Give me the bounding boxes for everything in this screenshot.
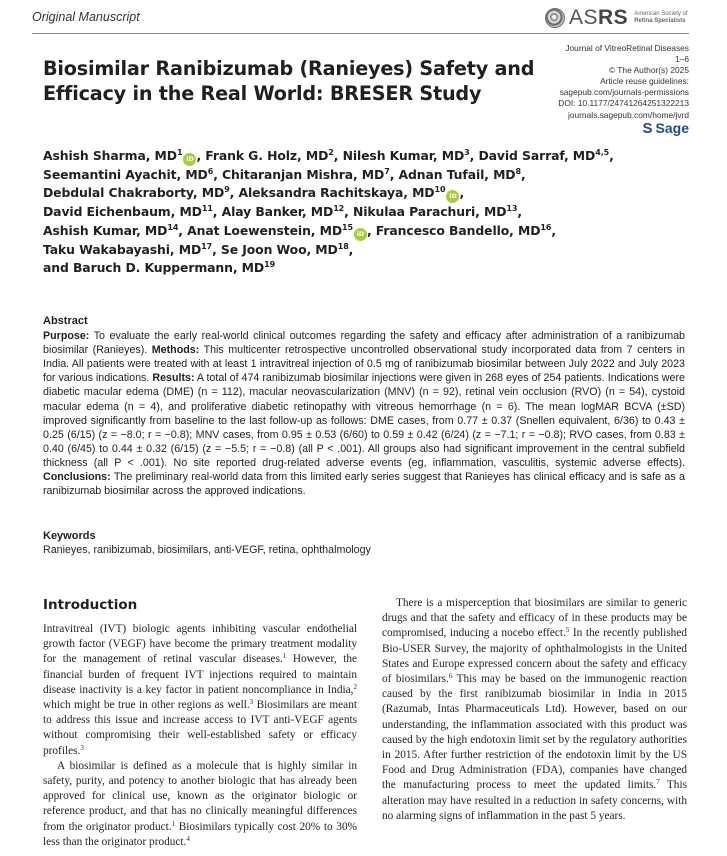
author — [43, 223, 187, 238]
sage-s-icon: S — [642, 119, 653, 137]
author-separator: , — [459, 185, 465, 201]
author-separator: , — [229, 185, 239, 201]
author-name: Anat Loewenstein, MD — [187, 222, 343, 238]
author-name: David Eichenbaum, MD — [43, 204, 202, 220]
header-label: Original Manuscript — [32, 10, 140, 24]
abstract — [43, 314, 685, 498]
author-name: Ashish Kumar, MD — [43, 222, 168, 238]
abstract-heading: Abstract — [43, 315, 88, 327]
author-separator: , — [517, 204, 522, 220]
affiliation-number: 10 — [434, 185, 446, 195]
author — [238, 185, 464, 200]
author-name: Debdulal Chakraborty, MD — [43, 185, 225, 201]
asrs-logo — [545, 6, 688, 30]
author — [343, 148, 479, 163]
author-separator: , — [366, 222, 376, 238]
asrs-eye-icon — [545, 8, 565, 28]
author-name: Adnan Tufail, MD — [398, 167, 516, 182]
page-range: 1–6 — [675, 54, 689, 65]
author-separator: , — [551, 222, 556, 238]
affiliation-number: 17 — [201, 241, 213, 251]
keywords-list: Ranieyes, ranibizumab, biosimilars, anti-VEGF, retina, ophthalmology — [43, 544, 371, 556]
body-column-right — [382, 596, 687, 824]
citation[interactable]: 3 — [249, 698, 254, 707]
introduction-heading: Introduction — [43, 597, 138, 613]
author-name: Seemantini Ayachit, MD — [43, 167, 208, 182]
orcid-icon[interactable]: iD — [354, 228, 367, 241]
affiliation-number: 6 — [207, 167, 214, 176]
citation[interactable]: 5 — [565, 626, 570, 635]
asrs-wordmark: ASRS — [569, 6, 629, 29]
author-name: Nikulaa Parachuri, MD — [352, 204, 507, 220]
author — [43, 185, 238, 200]
affiliation-number: 2 — [328, 148, 334, 157]
header-divider — [32, 33, 689, 34]
author-separator: , — [178, 222, 188, 238]
citation[interactable]: 2 — [353, 682, 357, 691]
author — [43, 242, 221, 257]
author — [43, 148, 205, 163]
author — [222, 167, 398, 182]
author-separator: , — [196, 148, 206, 163]
author-separator: , — [520, 167, 526, 182]
author-name: Alay Banker, MD — [221, 204, 334, 220]
affiliation-number: 7 — [384, 167, 390, 176]
affiliation-number: 18 — [337, 241, 349, 251]
author-name: Chitaranjan Mishra, MD — [222, 167, 385, 182]
citation[interactable]: 7 — [656, 778, 660, 787]
citation[interactable]: 4 — [186, 834, 190, 843]
author-name: Francesco Bandello, MD — [375, 222, 541, 238]
keywords-heading: Keywords — [43, 530, 96, 542]
doi[interactable]: DOI: 10.1177/24741264251322213 — [558, 98, 689, 109]
author-separator: , — [389, 167, 399, 182]
author-name: and Baruch D. Kuppermann, MD — [43, 259, 265, 275]
affiliation-number: 15 — [342, 222, 353, 232]
keywords — [43, 529, 371, 557]
journal-info — [558, 43, 689, 136]
author — [399, 167, 526, 182]
intro-paragraph-1: Intravitreal (IVT) biologic agents inhibiting vascular endothelial growth factor (VEGF) have become the primary treatment modality for the management of retinal vascular diseases.$^1$ However, the financial burden of frequent IVT injections required to maintain disease inactivity is a key factor in patient noncompliance in India,$^2$ which might be true in other regions as well.$^3$ Biosimilars are meant to address this issue and increase access to IVT anti-VEGF agents without compromising their well-established safety or efficacy profiles.$^3$ — [43, 623, 357, 757]
affiliation-number: 13 — [506, 204, 518, 214]
author-separator: , — [212, 241, 221, 257]
author-separator: , — [344, 204, 353, 220]
asrs-society-name: American Society of Retina Specialists — [634, 11, 688, 24]
permissions-link[interactable]: sagepub.com/journals-permissions — [559, 87, 689, 98]
journal-homepage-link[interactable]: journals.sagepub.com/home/jvrd — [567, 109, 689, 120]
copyright: © The Author(s) 2025 — [608, 65, 689, 76]
author-name: Frank G. Holz, MD — [205, 148, 329, 163]
abstract-body: Purpose: To evaluate the early real-world clinical outcomes regarding the safety and efficacy after administration of a ranibizumab biosimilar (Ranieyes). Methods: This multicenter retrospective uncontrolled observational study incorporated data from 7 centers in India. All patients were treated with at least 1 intravitreal injection of 0.5 mg of ranibizumab biosimilar between July 2022 and July 2023 for various indications. Results: A total of 474 ranibizumab biosimilar injections were given in 268 eyes of 254 patients. Indications were diabetic macular edema (DME) (n = 112), macular neovascularization (MNV) (n = 92), retinal vein occlusion (RVO) (n = 54), cystoid macular edema (n = 4), and proliferative diabetic retinopathy with vitreous hemorrhage (n = 6). The mean logMAR BCVA (±SD) improved significantly from baseline to the last follow-up as follows: DME cases, from 0.77 ± 0.37 (Snellen equivalent, 6/36) to 0.43 ± 0.25 (6/15) (z = −8.0; r = −0.8); MNV cases, from 0.95 ± 0.53 (6/60) to 0.59 ± 0.42 (6/24) (z = −7.1; r = −0.8); RVO cases, from 0.83 ± 0.40 (6/45) to 0.44 ± 0.32 (6/15) (z = −5.5; r = −0.8) (all P < .001). All groups also had significant improvement in the central subfield thickness (all P < .001). No site reported drug-related adverse events (eg, inflammation, vasculitis, systemic adverse effects). Conclusions: The preliminary real-world data from this limited early series suggest that Ranieyes has clinical efficacy and is safe as a ranibizumab biosimilar across the approved indications. — [43, 330, 685, 498]
sage-logo: S Sage — [642, 119, 689, 137]
affiliation-number: 12 — [333, 204, 345, 214]
affiliation-number: 19 — [264, 259, 276, 269]
orcid-icon[interactable]: iD — [183, 153, 196, 166]
author-name: Aleksandra Rachitskaya, MD — [238, 185, 435, 201]
author-separator: , — [213, 167, 223, 182]
intro-paragraph-3: There is a misperception that biosimilars are similar to generic drugs and that the safety and efficacy of in these products may be compromised, inducing a nocebo effect.$^5$ In the recently published Bio-USER Survey, the majority of ophthalmologists in the United States and Europe expressed concern about the safety and efficacy of biosimilars.$^6$ This may be based on the immunogenic reaction caused by the first ranibizumab biosimilar in India in 2015 (Razumab, Intas Pharmaceuticals Ltd). However, based on our understanding, the inflammation associated with this product was caused by the high endotoxin limit set by the regulatory authorities in 2015. After further restriction of the endotoxin limit by the US Food and Drug Administration (FDA), companies have changed the manufacturing process to meet the updated limits.$^7$ This alteration may have resulted in a reduction in safety concerns, with no alarming signs of inflammation in the past 5 years. — [382, 597, 687, 822]
author — [43, 204, 222, 219]
author-separator: , — [333, 148, 343, 163]
journal-name: Journal of VitreoRetinal Diseases — [565, 43, 689, 53]
author — [353, 204, 522, 219]
author — [376, 223, 556, 238]
affiliation-number: 14 — [167, 222, 179, 232]
affiliation-number: 1 — [176, 148, 183, 157]
author-name: Se Joon Woo, MD — [220, 241, 338, 257]
author-separator: , — [469, 148, 479, 163]
author — [205, 148, 342, 163]
intro-paragraph-2: A biosimilar is defined as a molecule that is highly similar in safety, purity, and potency to another biologic that has already been approved for clinical use, known as the originator biologic or reference product, and that has no clinically meaningful differences from the originator product.$^1$ Biosimilars typically cost 20% to 30% less than the originator product.$^4$ — [43, 759, 357, 848]
author-separator: , — [609, 148, 614, 163]
affiliation-number: 3 — [464, 148, 470, 157]
citation[interactable]: 1 — [171, 819, 176, 828]
author — [221, 242, 353, 257]
author-name: Ashish Sharma, MD — [43, 148, 177, 163]
author-name: Nilesh Kumar, MD — [342, 148, 465, 163]
author — [478, 148, 613, 163]
reuse-label: Article reuse guidelines: — [600, 76, 689, 87]
author-name: David Sarraf, MD — [478, 148, 596, 163]
orcid-icon[interactable]: iD — [446, 190, 459, 203]
body-column-left — [43, 622, 357, 850]
affiliation-number: 8 — [515, 167, 521, 176]
author-separator: , — [348, 241, 354, 257]
affiliation-number: 11 — [201, 204, 213, 214]
article-title: Biosimilar Ranibizumab (Ranieyes) Safety and Efficacy in the Real World: BRESER Study — [43, 57, 535, 105]
author — [187, 223, 376, 238]
author-name: Taku Wakabayashi, MD — [43, 241, 202, 257]
citation[interactable]: 1 — [282, 652, 287, 661]
author — [43, 260, 275, 275]
affiliation-number: 4,5 — [595, 148, 610, 157]
author-list — [43, 147, 683, 277]
citation[interactable]: 6 — [448, 672, 453, 681]
affiliation-number: 16 — [540, 222, 552, 232]
author-separator: , — [212, 204, 222, 220]
author — [43, 167, 222, 182]
affiliation-number: 9 — [224, 185, 230, 195]
author — [222, 204, 353, 219]
citation[interactable]: 3 — [80, 743, 84, 752]
